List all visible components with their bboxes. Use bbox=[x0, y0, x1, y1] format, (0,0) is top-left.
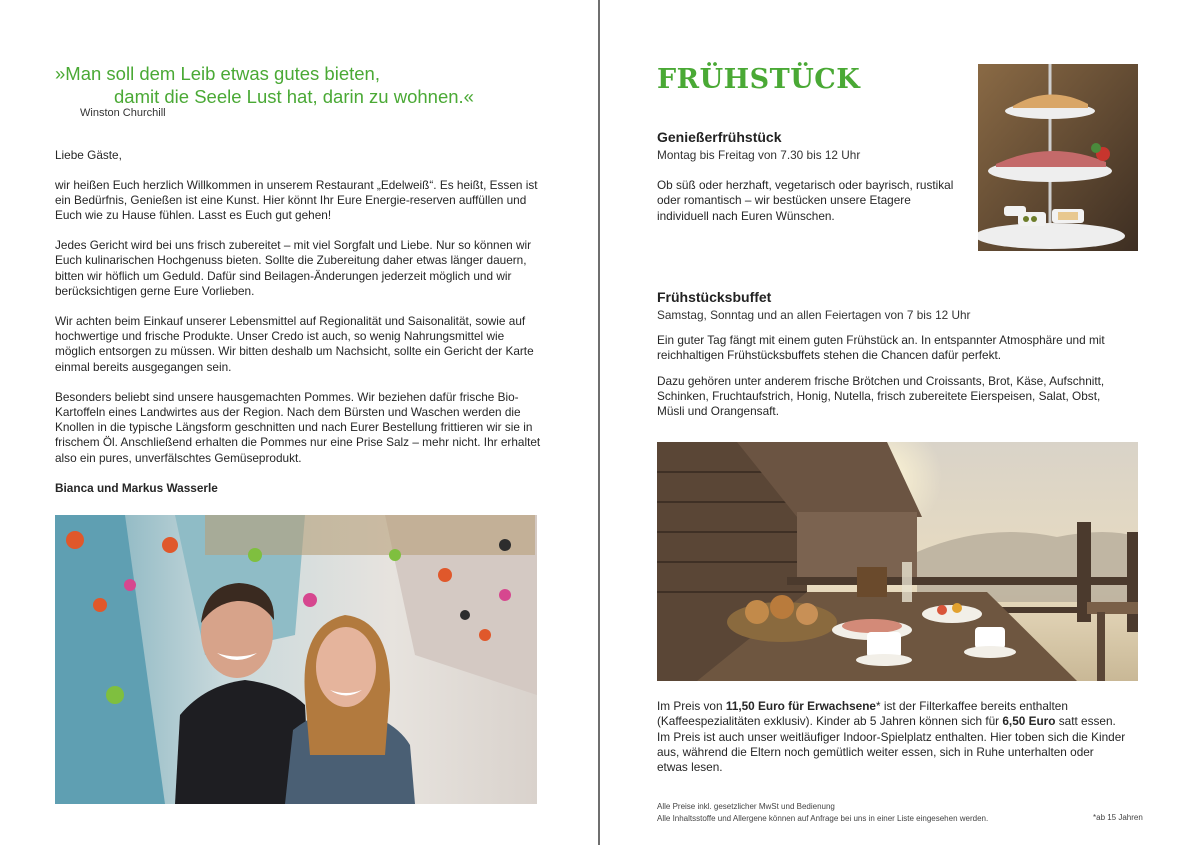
letter-paragraph: wir heißen Euch herzlich Willkommen in unserem Restaurant „Edelweiß“. Es heißt, Essen ist ein Bedürfnis, Genießen ist eine Kunst. Hier könnt Ihr Eure Energie-reserven auffüllen und Euch wie zu Hause fühlen. Lasst es Euch gut gehen! bbox=[55, 177, 538, 223]
section-text bbox=[657, 333, 1127, 429]
page-heading: FRÜHSTÜCK bbox=[657, 64, 861, 95]
price-text-part: satt essen. Im Preis ist auch unser weitläufiger Indoor-Spielplatz enthalten. Hier toben sich die Kinder aus, während die Eltern noch gemütlich weiter essen, sich in Ruhe unterhalten oder etwas lesen. bbox=[657, 714, 1126, 775]
page-divider bbox=[598, 0, 600, 845]
greeting: Liebe Gäste, bbox=[55, 148, 122, 162]
section-paragraph: Ob süß oder herzhaft, vegetarisch oder bayrisch, rustikal oder romantisch – wir bestücken unsere Etagere individuell nach Euren Wünschen. bbox=[657, 178, 954, 223]
letter-paragraph: Jedes Gericht wird bei uns frisch zubereitet – mit viel Sorgfalt und Liebe. Nur so können wir Euch kulinarischen Hochgenuss bieten. Sollte die Zubereitung daher etwas länger dauern, bitten wir höflich um Geduld. Dafür sind Beilagen-Änderungen jederzeit möglich und wir berücksichtigen gerne Eure Vorlieben. bbox=[55, 238, 532, 299]
owners-photo bbox=[55, 515, 537, 804]
section-subtitle: Montag bis Freitag von 7.30 bis 12 Uhr bbox=[657, 148, 861, 162]
footnote-age: *ab 15 Jahren bbox=[1093, 813, 1143, 822]
section-subtitle: Samstag, Sonntag und an allen Feiertagen von 7 bis 12 Uhr bbox=[657, 308, 971, 322]
quote-author: Winston Churchill bbox=[80, 107, 166, 119]
letter-paragraph: Besonders beliebt sind unsere hausgemachten Pommes. Wir beziehen dafür frische Bio-Kartoffeln eines Landwirtes aus der Region. Nach dem Bürsten und Waschen werden die Knollen in die typische Längsform geschnitten und nach Eurer Bestellung frittieren wir sie in frischem Öl. Anschließend erhalten die Pommes nur eine Prise Salz – mehr nicht. Ihr erhaltet also ein pures, unverfälschtes Gemüseprodukt. bbox=[55, 389, 541, 465]
buffet-photo bbox=[657, 442, 1138, 681]
child-price: 6,50 Euro bbox=[1002, 714, 1056, 729]
footnote-line: Alle Preise inkl. gesetzlicher MwSt und Bedienung bbox=[657, 802, 835, 811]
etagere-photo bbox=[978, 64, 1138, 251]
letter-paragraph: Wir achten beim Einkauf unserer Lebensmittel auf Regionalität und Saisonalität, sowie auf hochwertige und frische Produkte. Unser Credo ist auch, so wenig Nahrungsmittel wie möglich entsorgen zu müssen. Wir bitten deshalb um Nachsicht, sollte ein Gericht der Karte einmal bereits ausgegangen sein. bbox=[55, 313, 534, 374]
section-paragraph: Dazu gehören unter anderem frische Brötchen und Croissants, Brot, Käse, Aufschnitt, Schinken, Fruchtaufstrich, Honig, Nutella, frisch zubereitete Eierspeisen, Salat, Obst, Müsli und Orangensaft. bbox=[657, 373, 1105, 419]
footnote bbox=[657, 801, 988, 825]
section-title-geniesserfruehstueck: Genießerfrühstück bbox=[657, 129, 782, 145]
quote-line-1: »Man soll dem Leib etwas gutes bieten, bbox=[55, 63, 380, 84]
quote-line-2: damit die Seele Lust hat, darin zu wohnen.« bbox=[114, 86, 474, 107]
price-text-part: Im Preis von bbox=[657, 699, 726, 713]
adult-price: 11,50 Euro für Erwachsene bbox=[725, 699, 876, 713]
signature: Bianca und Markus Wasserle bbox=[55, 480, 218, 495]
welcome-letter bbox=[55, 148, 545, 510]
section-title-fruehstuecksbuffet: Frühstücksbuffet bbox=[657, 289, 772, 305]
section-text bbox=[657, 178, 957, 234]
price-text bbox=[657, 699, 1127, 775]
footnote-line: Alle Inhaltsstoffe und Allergene können auf Anfrage bei uns in einer Liste eingesehen werden. bbox=[657, 814, 989, 823]
quote bbox=[55, 62, 474, 108]
section-paragraph: Ein guter Tag fängt mit einem guten Frühstück an. In entspannter Atmosphäre und mit reichhaltigen Frühstücksbuffets stehen die Chancen dafür perfekt. bbox=[657, 333, 1105, 363]
price-text-part: * ist der Filterkaffee bereits enthalten (Kaffeespezialitäten exklusiv). Kinder ab 5 Jahren können sich für bbox=[657, 699, 1068, 729]
